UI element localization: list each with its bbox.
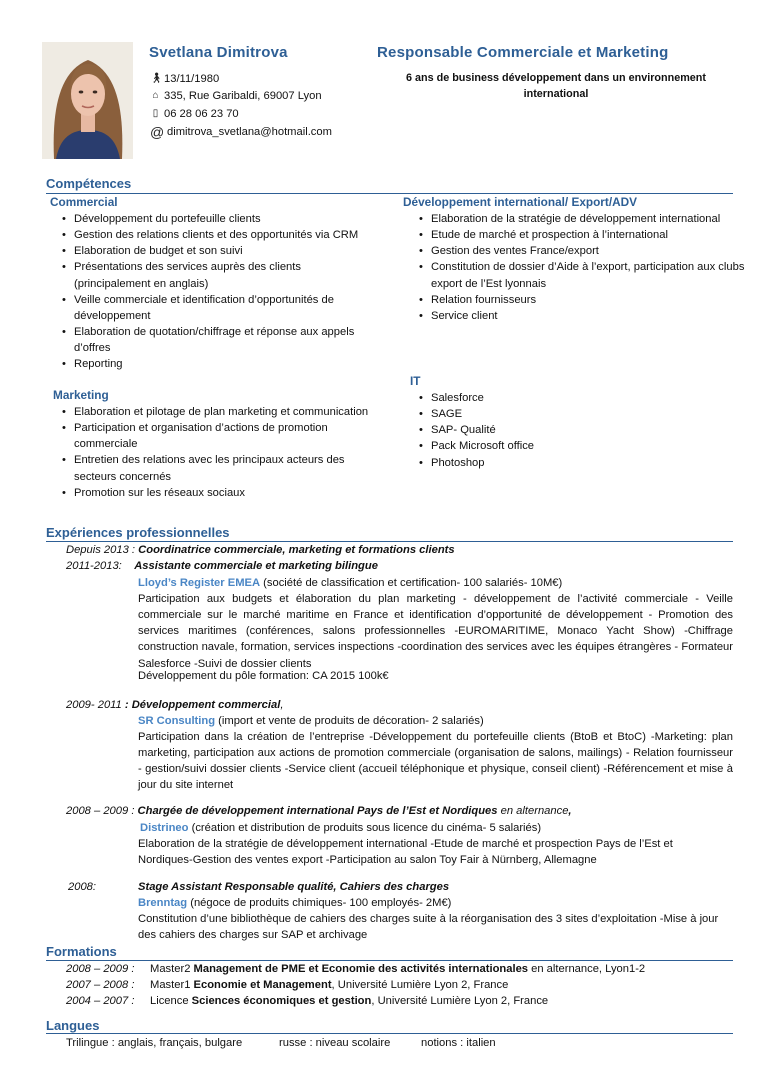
degree-field: Sciences économiques et gestion (191, 995, 372, 1007)
experience-role: : Développement commercial (124, 699, 281, 711)
experience-1-company (138, 575, 562, 591)
list-item: • Promotion sur les réseaux sociaux (62, 485, 380, 501)
company-name: Distrineo (140, 822, 189, 834)
marketing-skills-list (62, 404, 380, 501)
experience-4-company (138, 895, 451, 911)
experience-role: Coordinatrice commerciale, marketing et formations clients (138, 544, 455, 556)
experience-4-date: 2008: (68, 881, 96, 893)
list-item: • Service client (419, 308, 749, 324)
experience-1b-header (66, 558, 378, 574)
list-item: • Constitution de dossier d’Aide à l’export, participation aux clubs export de l’Est lyonnais (419, 259, 749, 291)
degree-field: Economie et Management (193, 979, 332, 991)
profile-photo (42, 42, 133, 159)
subsection-commercial: Commercial (50, 195, 118, 209)
degree-field: Management de PME et Economie des activités internationales (193, 963, 529, 975)
contact-birthdate (150, 71, 219, 87)
formation-item (150, 977, 508, 993)
experience-date: 2009- 2011 (66, 699, 125, 711)
degree: Master1 (150, 979, 194, 991)
phone-icon: ▯ (152, 107, 159, 119)
list-item: • Entretien des relations avec les principaux acteurs des secteurs concernés (62, 452, 380, 484)
list-item: • Développement du portefeuille clients (62, 211, 380, 227)
contact-phone (150, 106, 239, 122)
subsection-it: IT (410, 374, 421, 388)
address-text: 335, Rue Garibaldi, 69007 Lyon (164, 90, 322, 102)
section-title-langues: Langues (46, 1018, 100, 1033)
experience-2-header (66, 697, 283, 713)
email-link[interactable]: dimitrova_svetlana@hotmail.com (167, 126, 332, 139)
list-item: • SAP- Qualité (419, 422, 719, 438)
candidate-name: Svetlana Dimitrova (149, 44, 288, 61)
degree-details: , Université Lumière Lyon 2, France (331, 979, 509, 991)
experience-1-header (66, 542, 455, 558)
phone-text: 06 28 06 23 70 (164, 108, 239, 120)
experience-2-company (138, 713, 484, 729)
experience-1-description-2: Développement du pôle formation: CA 2015 100k€ (138, 670, 389, 682)
at-icon: @ (150, 124, 165, 140)
commercial-skills-list (62, 211, 380, 372)
experience-role: Assistante commerciale et marketing bilingue (134, 560, 378, 572)
birthdate-text: 13/11/1980 (164, 73, 220, 85)
section-divider (46, 1033, 733, 1034)
international-skills-list (419, 211, 749, 324)
house-icon: ⌂ (152, 89, 159, 101)
it-skills-list (419, 390, 719, 471)
experience-3-description: Elaboration de la stratégie de développement international -Etude de marché et prospection Pays de l’Est et Nordiques-Gestion des ventes export -Participation au salon Toy Fair à Nürnberg, Allemagne (138, 838, 673, 867)
list-item: • Gestion des ventes France/export (419, 243, 749, 259)
formation-date: 2004 – 2007 : (66, 995, 135, 1007)
role-note: en alternance (497, 805, 569, 817)
list-item: • Elaboration de la stratégie de développement international (419, 211, 749, 227)
degree-details: en alternance, Lyon1-2 (528, 963, 646, 975)
company-info: (import et vente de produits de décoration- 2 salariés) (215, 715, 484, 727)
degree-details: , Université Lumière Lyon 2, France (371, 995, 549, 1007)
experience-2-description: Participation dans la création de l’entreprise -Développement du portefeuille clients (BtoB et BtoC) -Marketing: plan marketing, participation aux actions de promotion commerciale (organisation de salons, mailings) - Relation fournisseur - gestion/suivi dossier clients -Service client (accueil téléphonique et physique, conseil client) -Référencement et mise à jour du site internet (138, 731, 733, 792)
person-icon: 🚶︎ (150, 72, 163, 84)
language-italien: notions : italien (421, 1037, 496, 1049)
company-name: Lloyd’s Register EMEA (138, 577, 261, 589)
language-russe: russe : niveau scolaire (279, 1037, 391, 1049)
list-item: • Elaboration et pilotage de plan marketing et communication (62, 404, 380, 420)
experience-3-header (66, 803, 572, 819)
list-item: • Reporting (62, 356, 380, 372)
list-item: • Veille commerciale et identification d’opportunités de développement (62, 292, 380, 324)
experience-role: Stage Assistant Responsable qualité, Cahiers des charges (138, 881, 450, 893)
experience-date: 2011-2013: (66, 560, 122, 572)
company-info: (création et distribution de produits sous licence du cinéma- 5 salariés) (188, 822, 542, 834)
formation-date: 2008 – 2009 : (66, 963, 135, 975)
job-title: Responsable Commerciale et Marketing (377, 44, 669, 61)
experience-4-description: Constitution d’une bibliothèque de cahiers des charges suite à la réorganisation des 3 sites d’exploitation -Mise à jour des cahiers des charges sur SAP et archivage (138, 913, 719, 942)
list-item: • Photoshop (419, 455, 719, 471)
list-item: • SAGE (419, 406, 719, 422)
list-item: • Salesforce (419, 390, 719, 406)
section-title-experiences: Expériences professionnelles (46, 525, 230, 540)
experience-date: 2008 – 2009 : (66, 805, 138, 817)
formation-date: 2007 – 2008 : (66, 979, 135, 991)
list-item: • Relation fournisseurs (419, 292, 749, 308)
language-trilingue: Trilingue : anglais, français, bulgare (66, 1037, 243, 1049)
degree: Master2 (150, 963, 194, 975)
subsection-marketing: Marketing (53, 388, 109, 402)
experience-role: Chargée de développement international Pays de l’Est et Nordiques (137, 805, 498, 817)
punctuation: , (280, 699, 284, 711)
list-item: • Gestion des relations clients et des opportunités via CRM (62, 227, 380, 243)
subsection-international: Développement international/ Export/ADV (403, 195, 638, 209)
list-item: • Pack Microsoft office (419, 438, 719, 454)
section-title-formations: Formations (46, 944, 117, 959)
section-title-competences: Compétences (46, 176, 132, 191)
company-name: Brenntag (138, 897, 188, 909)
punctuation: , (568, 805, 572, 817)
experience-3-company (140, 820, 541, 836)
contact-email (150, 122, 332, 142)
experience-4-role (138, 879, 449, 895)
formation-item (150, 961, 645, 977)
degree: Licence (150, 995, 192, 1007)
company-info: (société de classification et certification- 100 salariés- 10M€) (260, 577, 563, 589)
list-item: • Participation et organisation d’actions de promotion commerciale (62, 420, 380, 452)
list-item: • Elaboration de quotation/chiffrage et réponse aux appels d’offres (62, 324, 380, 356)
experience-date: Depuis 2013 : (66, 544, 139, 556)
company-info: (négoce de produits chimiques- 100 employés- 2M€) (187, 897, 452, 909)
formation-item (150, 993, 548, 1009)
list-item: • Etude de marché et prospection à l’international (419, 227, 749, 243)
tagline: 6 ans de business développement dans un environnement international (406, 72, 706, 100)
contact-address (150, 88, 322, 104)
list-item: • Présentations des services auprès des clients (principalement en anglais) (62, 259, 380, 291)
company-name: SR Consulting (138, 715, 216, 727)
experience-1-description: Participation aux budgets et élaboration du plan marketing - développement de l’activité commerciale - Veille commerciale sur le marché maritime en France et identification d’opportunité de développement - Promotion des services maritimes (conférences, salons professionnelles -EUROMARITIME, Monaco Yacht Show) -Chiffrage construction navale, formation, services inspections -coordination des services avec les équipes étrangères - Formateur Salesforce -Suivi de dossier clients (138, 593, 733, 670)
list-item: • Elaboration de budget et son suivi (62, 243, 380, 259)
